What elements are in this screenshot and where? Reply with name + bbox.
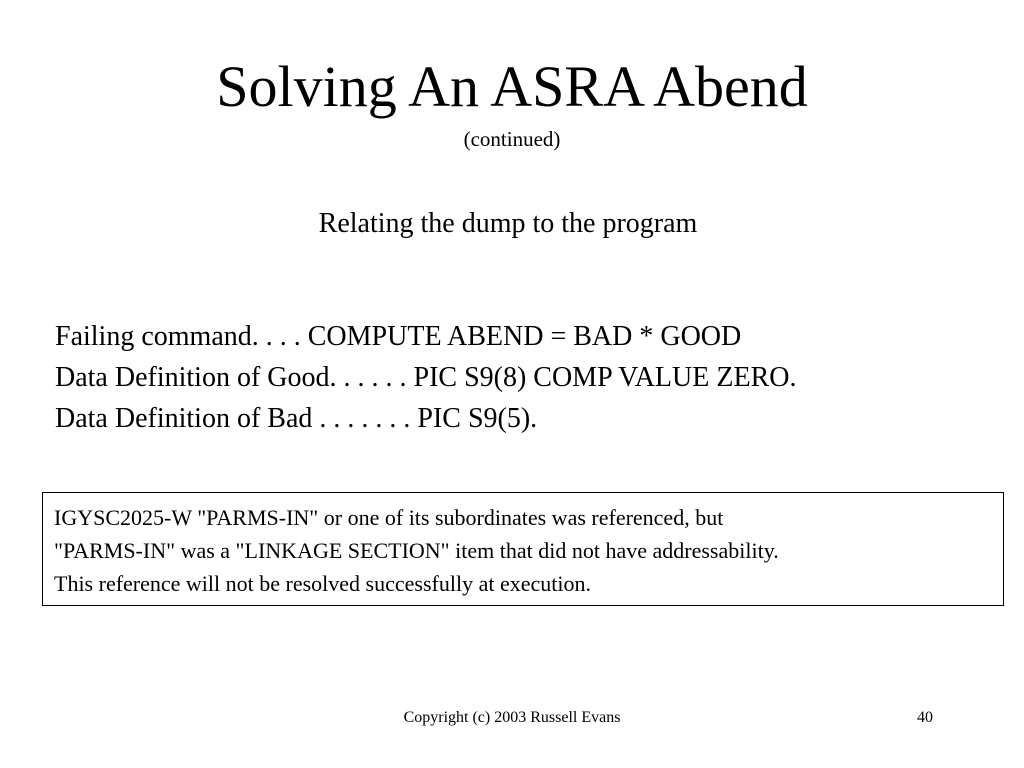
slide-subtitle: (continued) bbox=[463, 127, 561, 151]
failing-command-line: Failing command. . . . COMPUTE ABEND = BAD * GOOD bbox=[55, 321, 742, 352]
footer-copyright: Copyright (c) 2003 Russell Evans bbox=[403, 709, 621, 726]
compiler-message-box bbox=[42, 492, 1004, 606]
footer-page-number: 40 bbox=[917, 709, 933, 726]
compiler-message-line: IGYSC2025-W "PARMS-IN" or one of its subordinates was referenced, but bbox=[54, 505, 724, 530]
slide-title: Solving An ASRA Abend bbox=[216, 54, 808, 119]
bad-definition-line: Data Definition of Bad . . . . . . . PIC S9(5). bbox=[55, 403, 538, 434]
compiler-message-line: "PARMS-IN" was a "LINKAGE SECTION" item that did not have addressability. bbox=[54, 538, 779, 563]
compiler-message-line: This reference will not be resolved successfully at execution. bbox=[54, 571, 591, 596]
content-lines bbox=[55, 316, 796, 439]
section-heading: Relating the dump to the program bbox=[318, 208, 698, 239]
good-definition-line: Data Definition of Good. . . . . . PIC S9(8) COMP VALUE ZERO. bbox=[55, 362, 797, 393]
